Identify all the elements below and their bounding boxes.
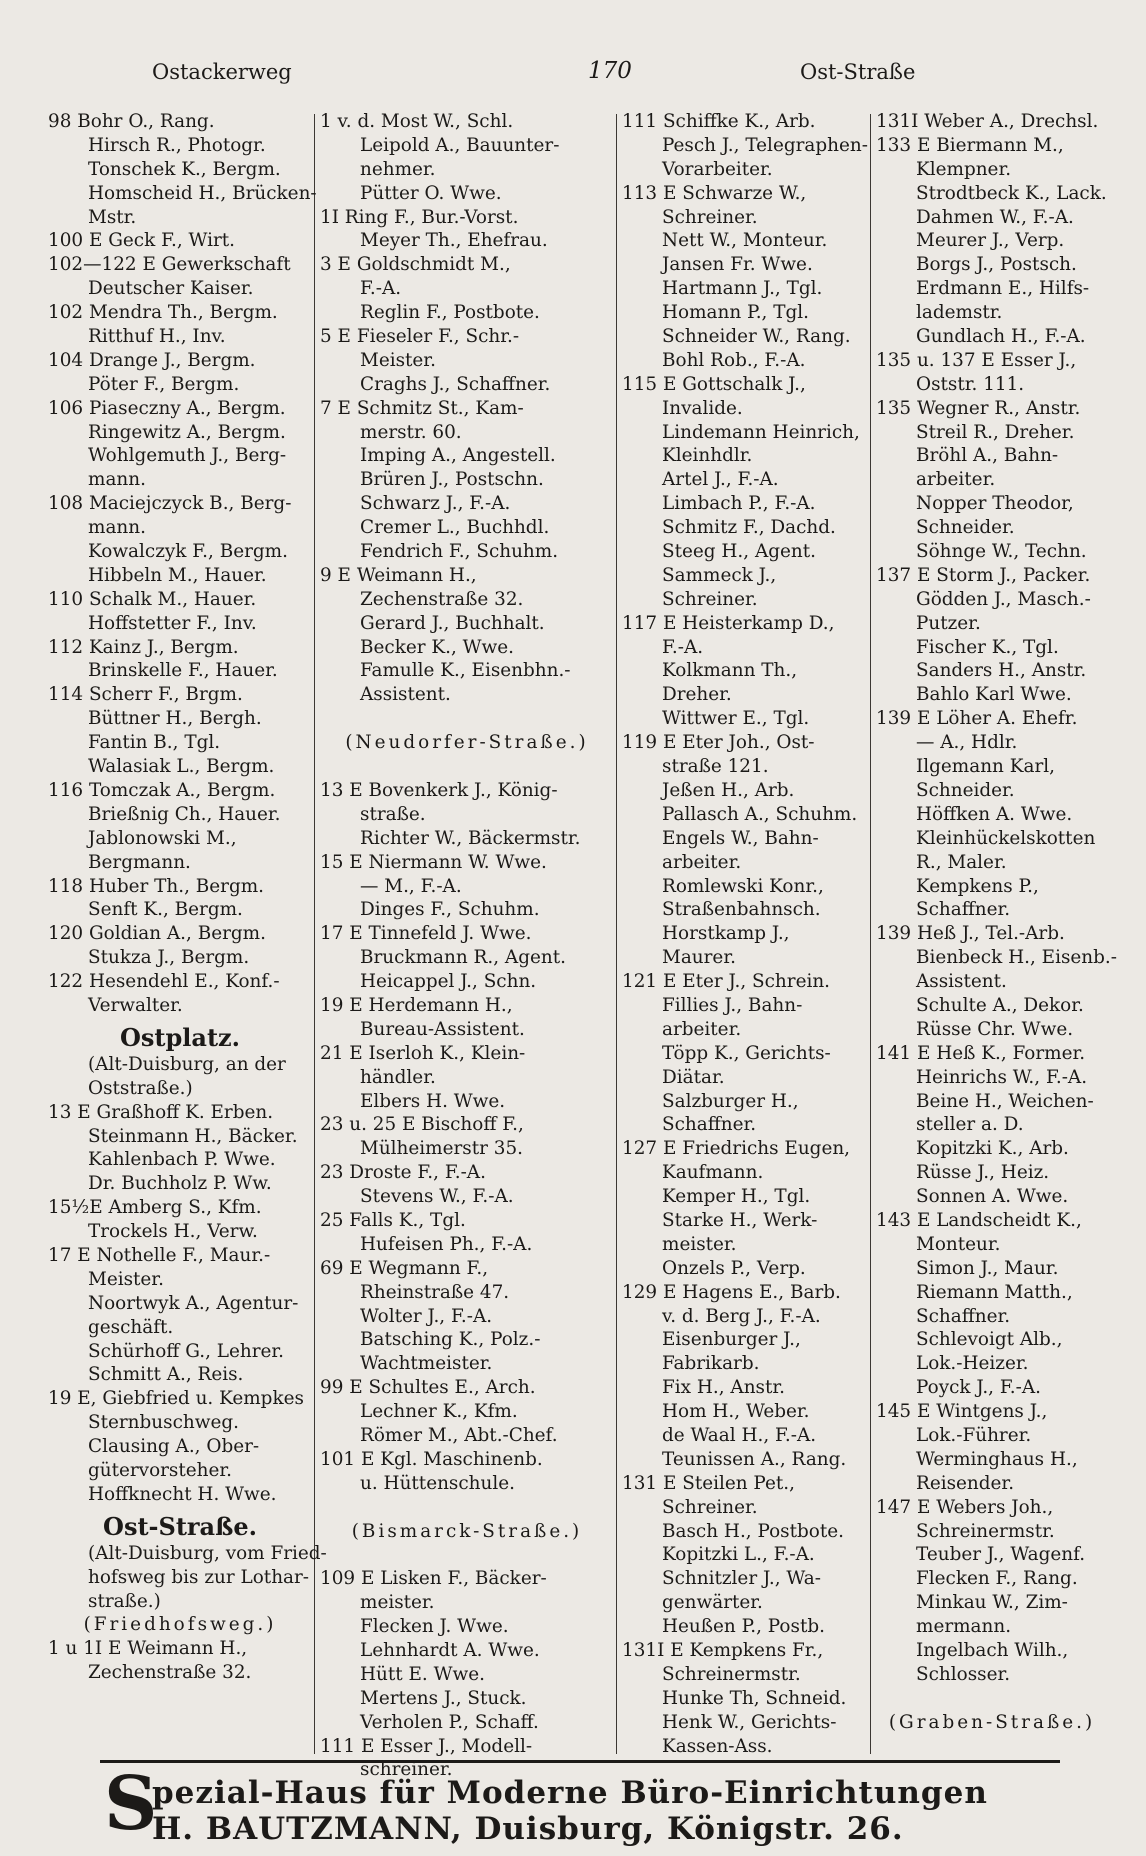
entry-line: Erdmann E., Hilfs- [916, 278, 1090, 300]
entry-line: 141 E Heß K., Former. [876, 1042, 1086, 1064]
entry-line: (Alt-Duisburg, an der [88, 1053, 286, 1075]
entry-line: Pesch J., Telegraphen- [662, 134, 868, 156]
entry-line: Homann P., Tgl. [662, 302, 809, 324]
entry-line: Schaffner. [662, 1114, 757, 1136]
entry-line: 17 E Nothelle F., Maur.- [48, 1244, 271, 1266]
entry-line: Rüsse J., Heiz. [916, 1162, 1050, 1184]
entry-line: Kleinhdlr. [662, 445, 753, 467]
entry-line: Sternbuschweg. [88, 1412, 239, 1434]
entry-line: Ilgemann Karl, [916, 756, 1055, 778]
entry-line: Eisenburger J., [662, 1329, 801, 1351]
entry-line: Ritthuf H., Inv. [88, 326, 226, 348]
entry-line: Kahlenbach P. Wwe. [88, 1149, 276, 1171]
entry-line: (Alt-Duisburg, vom Fried- [88, 1542, 327, 1564]
entry-line: Oststraße.) [88, 1077, 193, 1099]
entry-line: Senft K., Bergm. [88, 899, 243, 921]
entry-line: Hoffstetter F., Inv. [88, 612, 257, 634]
entry-line: (Friedhofsweg.) [83, 1614, 277, 1636]
entry-line: Brießnig Ch., Hauer. [88, 803, 281, 825]
entry-line: Schreinermstr. [662, 1663, 801, 1685]
entry-line: Verwalter. [88, 994, 183, 1016]
entry-line: Assistent. [916, 971, 1007, 993]
entry-line: 104 Drange J., Bergm. [48, 349, 256, 371]
entry-line: 108 Maciejczyck B., Berg- [48, 493, 292, 515]
entry-line: Heußen P., Postb. [662, 1616, 825, 1638]
entry-line: 7 E Schmitz St., Kam- [320, 397, 524, 419]
entry-line: 139 Heß J., Tel.-Arb. [876, 923, 1065, 945]
entry-line: Wohlgemuth J., Berg- [88, 445, 287, 467]
entry-line: Schneider. [916, 517, 1015, 539]
entry-line: merstr. 60. [360, 421, 462, 443]
entry-line: Hartmann J., Tgl. [662, 278, 823, 300]
entry-line: 100 E Geck F., Wirt. [48, 230, 236, 252]
entry-line: Schreiner. [662, 206, 758, 228]
entry-line: Homscheid H., Brücken- [88, 182, 317, 204]
entry-line: Starke H., Werk- [662, 1209, 818, 1231]
entry-line: schreiner. [360, 1759, 453, 1781]
entry-line: Schreinermstr. [916, 1520, 1055, 1542]
entry-line: straße. [360, 803, 426, 825]
entry-line: 110 Schalk M., Hauer. [48, 588, 257, 610]
entry-line: 147 E Webers Joh., [876, 1496, 1054, 1518]
entry-line: Bruckmann R., Agent. [360, 947, 566, 969]
entry-line: Ingelbach Wilh., [916, 1640, 1069, 1661]
entry-line: mann. [88, 469, 146, 491]
entry-line: 99 E Schultes E., Arch. [320, 1377, 536, 1399]
entry-line: Kowalczyk F., Bergm. [88, 541, 288, 563]
entry-line: 1I Ring F., Bur.-Vorst. [320, 206, 519, 228]
entry-line: straße 121. [662, 756, 769, 778]
entry-line: Kempkens P., [916, 875, 1039, 897]
ad-initial: S [104, 1761, 158, 1847]
entry-line: Flecken J. Wwe. [360, 1616, 509, 1638]
entry-line: Wittwer E., Tgl. [662, 708, 810, 730]
entry-line: 13 E Graßhoff K. Erben. [48, 1101, 274, 1123]
entry-line: Steeg H., Agent. [662, 541, 816, 563]
column-3 [622, 110, 868, 1757]
entry-line: (Neudorfer-Straße.) [345, 732, 589, 754]
entry-line: 137 E Storm J., Packer. [876, 564, 1091, 586]
entry-line: 25 Falls K., Tgl. [320, 1209, 466, 1231]
entry-line: 19 E Herdemann H., [320, 994, 513, 1016]
entry-line: steller a. D. [916, 1114, 1024, 1136]
entry-line: 116 Tomczak A., Bergm. [48, 779, 276, 801]
entry-line: Meister. [88, 1268, 164, 1290]
entry-line: lademstr. [916, 302, 1003, 324]
entry-line: Lechner K., Kfm. [360, 1401, 518, 1423]
entry-line: Schwarz J., F.-A. [360, 493, 511, 515]
entry-line: Jansen Fr. Wwe. [662, 254, 813, 276]
entry-line: Büttner H., Bergh. [88, 708, 262, 730]
entry-line: Nett W., Monteur. [662, 230, 828, 252]
entry-line: Henk W., Gerichts- [662, 1711, 837, 1733]
entry-line: Borgs J., Postsch. [916, 254, 1077, 276]
entry-line: Basch H., Postbote. [662, 1520, 844, 1542]
entry-line: Sanders H., Anstr. [916, 660, 1087, 682]
entry-line: 135 u. 137 E Esser J., [876, 349, 1077, 371]
entry-line: Reisender. [916, 1472, 1015, 1494]
entry-line: Vorarbeiter. [662, 158, 773, 180]
entry-line: 102—122 E Gewerkschaft [48, 254, 291, 276]
entry-line: (Graben-Straße.) [888, 1711, 1096, 1733]
entry-line: 111 Schiffke K., Arb. [622, 111, 816, 132]
entry-line: straße.) [88, 1590, 161, 1612]
entry-line: de Waal H., F.-A. [662, 1424, 817, 1446]
entry-line: 114 Scherr F., Brgm. [48, 684, 243, 706]
entry-line: 115 E Gottschalk J., [622, 373, 806, 395]
entry-line: Kaufmann. [662, 1162, 764, 1184]
entry-line: 3 E Goldschmidt M., [320, 254, 511, 276]
entry-line: 119 E Eter Joh., Ost- [622, 732, 815, 754]
entry-line: Wolter J., F.-A. [360, 1305, 493, 1327]
entry-line: Bohl Rob., F.-A. [662, 349, 806, 371]
entry-line: Bergmann. [88, 851, 191, 873]
entry-line: Lindemann Heinrich, [662, 421, 860, 443]
entry-line: Diätar. [662, 1066, 725, 1088]
advertisement [100, 1760, 1060, 1847]
entry-line: Dreher. [662, 684, 732, 706]
entry-line: Töpp K., Gerichts- [662, 1042, 831, 1064]
entry-line: Zechenstraße 32. [88, 1662, 252, 1684]
entry-line: Engels W., Bahn- [662, 827, 819, 849]
entry-line: F.-A. [662, 636, 704, 658]
entry-line: 102 Mendra Th., Bergm. [48, 302, 278, 324]
entry-line: Rüsse Chr. Wwe. [916, 1018, 1074, 1040]
entry-line: Ost-Straße. [103, 1511, 257, 1541]
entry-line: Tonschek K., Bergm. [88, 158, 281, 180]
entry-line: mermann. [916, 1616, 1012, 1638]
entry-line: Meister. [360, 349, 436, 371]
entry-line: 23 Droste F., F.-A. [320, 1162, 486, 1184]
entry-line: 131I E Kempkens Fr., [622, 1640, 824, 1661]
entry-line: Monteur. [916, 1233, 1001, 1255]
entry-line: Schmitt A., Reis. [88, 1364, 244, 1386]
entry-line: Oststr. 111. [916, 373, 1025, 395]
entry-line: 118 Huber Th., Bergm. [48, 875, 265, 897]
entry-line: Salzburger H., [662, 1090, 799, 1112]
entry-line: Pöter F., Bergm. [88, 373, 240, 395]
entry-line: Werminghaus H., [916, 1448, 1078, 1470]
entry-line: Nopper Theodor, [916, 493, 1074, 515]
entry-line: Teunissen A., Rang. [662, 1448, 847, 1470]
column-divider [616, 114, 617, 1754]
entry-line: Famulle K., Eisenbhn.- [360, 660, 571, 682]
entry-line: Walasiak L., Bergm. [88, 756, 275, 778]
entry-line: Verholen P., Schaff. [360, 1711, 539, 1733]
entry-line: 9 E Weimann H., [320, 564, 477, 586]
entry-line: Hibbeln M., Hauer. [88, 564, 267, 586]
entry-line: nehmer. [360, 158, 436, 180]
entry-line: Flecken F., Rang. [916, 1568, 1078, 1590]
entry-line: Horstkamp J., [662, 923, 790, 945]
entry-line: Römer M., Abt.-Chef. [360, 1424, 558, 1446]
entry-line: Schnitzler J., Wa- [662, 1568, 821, 1590]
entry-line: 145 E Wintgens J., [876, 1401, 1048, 1423]
entry-line: Sonnen A. Wwe. [916, 1186, 1069, 1208]
entry-line: Kolkmann Th., [662, 660, 798, 682]
entry-line: 1 v. d. Most W., Schl. [320, 111, 514, 132]
entry-line: Elbers H. Wwe. [360, 1090, 506, 1112]
entry-line: Gerard J., Buchhalt. [360, 612, 545, 634]
entry-line: Mstr. [88, 206, 137, 228]
entry-line: Lehnhardt A. Wwe. [360, 1640, 540, 1661]
entry-line: Ringewitz A., Bergm. [88, 421, 286, 443]
entry-line: Simon J., Maur. [916, 1257, 1059, 1279]
entry-line: Becker K., Wwe. [360, 636, 515, 658]
entry-line: Straßenbahnsch. [662, 899, 821, 921]
header-left-street: Ostackerweg [152, 60, 292, 84]
entry-line: arbeiter. [662, 1018, 742, 1040]
entry-line: Richter W., Bäckermstr. [360, 827, 581, 849]
entry-line: 113 E Schwarze W., [622, 182, 807, 204]
entry-line: hofsweg bis zur Lothar- [88, 1566, 310, 1588]
entry-line: Fantin B., Tgl. [88, 732, 221, 754]
entry-line: 13 E Bovenkerk J., König- [320, 779, 558, 801]
entry-line: Noortwyk A., Agentur- [88, 1292, 299, 1314]
entry-line: 121 E Eter J., Schrein. [622, 971, 831, 993]
ad-line-2: H. BAUTZMANN, Duisburg, Königstr. 26. [152, 1811, 904, 1847]
entry-line: gütervorsteher. [88, 1459, 232, 1481]
entry-line: 120 Goldian A., Bergm. [48, 923, 266, 945]
entry-line: Lok.-Führer. [916, 1424, 1032, 1446]
entry-line: Ostplatz. [119, 1022, 241, 1052]
entry-line: Meyer Th., Ehefrau. [360, 230, 548, 252]
entry-line: F.-A. [360, 278, 402, 300]
entry-line: 127 E Friedrichs Eugen, [622, 1138, 851, 1160]
entry-line: Mertens J., Stuck. [360, 1687, 527, 1709]
entry-line: Kopitzki K., Arb. [916, 1138, 1069, 1160]
entry-line: Imping A., Angestell. [360, 445, 556, 467]
entry-line: Hütt E. Wwe. [360, 1663, 485, 1685]
entry-line: Trockels H., Verw. [88, 1221, 258, 1243]
entry-line: Mülheimerstr 35. [360, 1138, 523, 1160]
entry-line: Söhnge W., Techn. [916, 541, 1087, 563]
entry-line: Hom H., Weber. [662, 1401, 810, 1423]
entry-line: Maurer. [662, 947, 736, 969]
entry-line: Bienbeck H., Eisenb.- [916, 947, 1117, 969]
entry-line: Stevens W., F.-A. [360, 1186, 514, 1208]
entry-line: 139 E Löher A. Ehefr. [876, 708, 1078, 730]
entry-line: Teuber J., Wagenf. [916, 1544, 1086, 1566]
entry-line: Fix H., Anstr. [662, 1377, 786, 1399]
entry-line: Minkau W., Zim- [916, 1592, 1068, 1614]
entry-line: 143 E Landscheidt K., [876, 1209, 1082, 1231]
entry-line: Rheinstraße 47. [360, 1281, 510, 1303]
entry-line: Schneider. [916, 779, 1015, 801]
entry-line: Wachtmeister. [360, 1353, 493, 1375]
entry-line: 109 E Lisken F., Bäcker- [320, 1568, 547, 1590]
entry-line: Romlewski Konr., [662, 875, 824, 897]
entry-line: (Bismarck-Straße.) [351, 1520, 583, 1542]
running-header [40, 58, 1106, 92]
entry-line: 5 E Fieseler F., Schr.- [320, 326, 520, 348]
entry-line: Fendrich F., Schuhm. [360, 541, 559, 563]
entry-line: Klempner. [916, 158, 1012, 180]
entry-line: 15 E Niermann W. Wwe. [320, 851, 547, 873]
column-2 [320, 110, 614, 1781]
entry-line: Jablonowski M., [88, 827, 237, 849]
entry-line: Brüren J., Postschn. [360, 469, 544, 491]
entry-line: Fillies J., Bahn- [662, 994, 803, 1016]
entry-line: Gödden J., Masch.- [916, 588, 1091, 610]
entry-line: Beine H., Weichen- [916, 1090, 1094, 1112]
entry-line: Höffken A. Wwe. [916, 803, 1073, 825]
entry-line: Leipold A., Bauunter- [360, 134, 560, 156]
entry-line: Streil R., Dreher. [916, 421, 1075, 443]
entry-line: — A., Hdlr. [916, 732, 1018, 754]
entry-line: meister. [360, 1592, 435, 1614]
entry-line: Hufeisen Ph., F.-A. [360, 1233, 533, 1255]
entry-line: Hoffknecht H. Wwe. [88, 1483, 277, 1505]
entry-line: 19 E, Giebfried u. Kempkes [48, 1388, 304, 1410]
entry-line: 131I Weber A., Drechsl. [876, 111, 1099, 132]
entry-line: Brinskelle F., Hauer. [88, 660, 278, 682]
entry-line: 23 u. 25 E Bischoff F., [320, 1114, 524, 1136]
entry-line: Bröhl A., Bahn- [916, 445, 1059, 467]
entry-line: Steinmann H., Bäcker. [88, 1125, 298, 1147]
entry-line: 1 u 1I E Weimann H., [48, 1638, 248, 1660]
entry-line [320, 1543, 614, 1567]
entry-line: 122 Hesendehl E., Konf.- [48, 971, 280, 993]
entry-line [876, 1687, 1108, 1711]
entry-line: Schneider W., Rang. [662, 326, 851, 348]
entry-line: Schulte A., Dekor. [916, 994, 1084, 1016]
entry-line: Craghs J., Schaffner. [360, 373, 551, 395]
entry-line: v. d. Berg J., F.-A. [662, 1305, 821, 1327]
entry-line: Lok.-Heizer. [916, 1353, 1029, 1375]
entry-line: Batsching K., Polz.- [360, 1329, 541, 1351]
entry-line: Schaffner. [916, 899, 1011, 921]
entry-line: Schürhoff G., Lehrer. [88, 1340, 285, 1362]
entry-line: Dr. Buchholz P. Ww. [88, 1173, 272, 1195]
entry-line: arbeiter. [916, 469, 996, 491]
entry-line: Bahlo Karl Wwe. [916, 684, 1072, 706]
entry-line: Strodtbeck K., Lack. [916, 182, 1107, 204]
entry-line: 17 E Tinnefeld J. Wwe. [320, 923, 532, 945]
entry-line: händler. [360, 1066, 436, 1088]
entry-line: Jeßen H., Arb. [662, 779, 795, 801]
entry-line: Hunke Th, Schneid. [662, 1687, 847, 1709]
entry-line [320, 707, 614, 731]
entry-line: 106 Piaseczny A., Bergm. [48, 397, 286, 419]
entry-line: Zechenstraße 32. [360, 588, 524, 610]
entry-line: 112 Kainz J., Bergm. [48, 636, 239, 658]
entry-line: 117 E Heisterkamp D., [622, 612, 835, 634]
entry-line: Kleinhückelskotten [916, 827, 1096, 849]
entry-line: Fabrikarb. [662, 1353, 760, 1375]
entry-line: 133 E Biermann M., [876, 134, 1064, 156]
page-number: 170 [588, 58, 632, 84]
entry-line: Putzer. [916, 612, 981, 634]
entry-line: Deutscher Kaiser. [88, 278, 254, 300]
entry-line: R., Maler. [916, 851, 1007, 873]
entry-line: Stukza J., Bergm. [88, 947, 250, 969]
directory-columns [48, 110, 1117, 1781]
entry-line: Assistent. [360, 684, 451, 706]
column-1 [48, 110, 327, 1750]
entry-line [320, 755, 614, 779]
column-4 [876, 110, 1117, 1750]
entry-line: 131 E Steilen Pet., [622, 1472, 795, 1494]
entry-line: Clausing A., Ober- [88, 1436, 260, 1458]
entry-line: arbeiter. [662, 851, 742, 873]
entry-line: Dahmen W., F.-A. [916, 206, 1074, 228]
entry-line: 101 E Kgl. Maschinenb. [320, 1448, 543, 1470]
entry-line: Meurer J., Verp. [916, 230, 1065, 252]
entry-line: 15½E Amberg S., Kfm. [48, 1197, 262, 1219]
entry-line: Schaffner. [916, 1305, 1011, 1327]
entry-line: Reglin F., Postbote. [360, 302, 540, 324]
entry-line: 129 E Hagens E., Barb. [622, 1281, 841, 1303]
entry-line: 98 Bohr O., Rang. [48, 111, 215, 132]
entry-line: Onzels P., Verp. [662, 1257, 806, 1279]
entry-line: meister. [662, 1233, 737, 1255]
entry-line: 21 E Iserloh K., Klein- [320, 1042, 526, 1064]
entry-line: Kopitzki L., F.-A. [662, 1544, 815, 1566]
entry-line: Fischer K., Tgl. [916, 636, 1059, 658]
entry-line: Limbach P., F.-A. [662, 493, 816, 515]
ad-line-1: pezial-Haus für Moderne Büro-Einrichtungen [152, 1775, 988, 1811]
column-divider [314, 114, 315, 1754]
entry-line: Cremer L., Buchhdl. [360, 517, 550, 539]
entry-line: Heicappel J., Schn. [360, 971, 537, 993]
entry-line: Heinrichs W., F.-A. [916, 1066, 1088, 1088]
entry-line: Sammeck J., [662, 564, 777, 586]
entry-line: Dinges F., Schuhm. [360, 899, 540, 921]
entry-line: 135 Wegner R., Anstr. [876, 397, 1081, 419]
entry-line: Invalide. [662, 397, 743, 419]
entry-line: geschäft. [88, 1316, 174, 1338]
entry-line: 69 E Wegmann F., [320, 1257, 489, 1279]
entry-line: Pütter O. Wwe. [360, 182, 502, 204]
entry-line: Poyck J., F.-A. [916, 1377, 1041, 1399]
entry-line: genwärter. [662, 1592, 763, 1614]
entry-line: Pallasch A., Schuhm. [662, 803, 858, 825]
entry-line: Bureau-Assistent. [360, 1018, 525, 1040]
entry-line: Schlosser. [916, 1663, 1011, 1685]
entry-line: Kassen-Ass. [662, 1735, 773, 1757]
entry-line: Schreiner. [662, 1496, 758, 1518]
entry-line: 111 E Esser J., Modell- [320, 1735, 533, 1757]
entry-line: Riemann Matth., [916, 1281, 1073, 1303]
column-divider [870, 114, 871, 1754]
entry-line: Hirsch R., Photogr. [88, 134, 266, 156]
entry-line [320, 1496, 614, 1520]
header-right-street: Ost-Straße [800, 60, 916, 84]
entry-line: Schreiner. [662, 588, 758, 610]
entry-line: Schmitz F., Dachd. [662, 517, 836, 539]
entry-line: u. Hüttenschule. [360, 1472, 515, 1494]
entry-line: Schlevoigt Alb., [916, 1329, 1063, 1351]
entry-line: mann. [88, 517, 146, 539]
entry-line: Artel J., F.-A. [662, 469, 779, 491]
entry-line: — M., F.-A. [360, 875, 462, 897]
entry-line: Kemper H., Tgl. [662, 1186, 811, 1208]
entry-line: Gundlach H., F.-A. [916, 326, 1086, 348]
